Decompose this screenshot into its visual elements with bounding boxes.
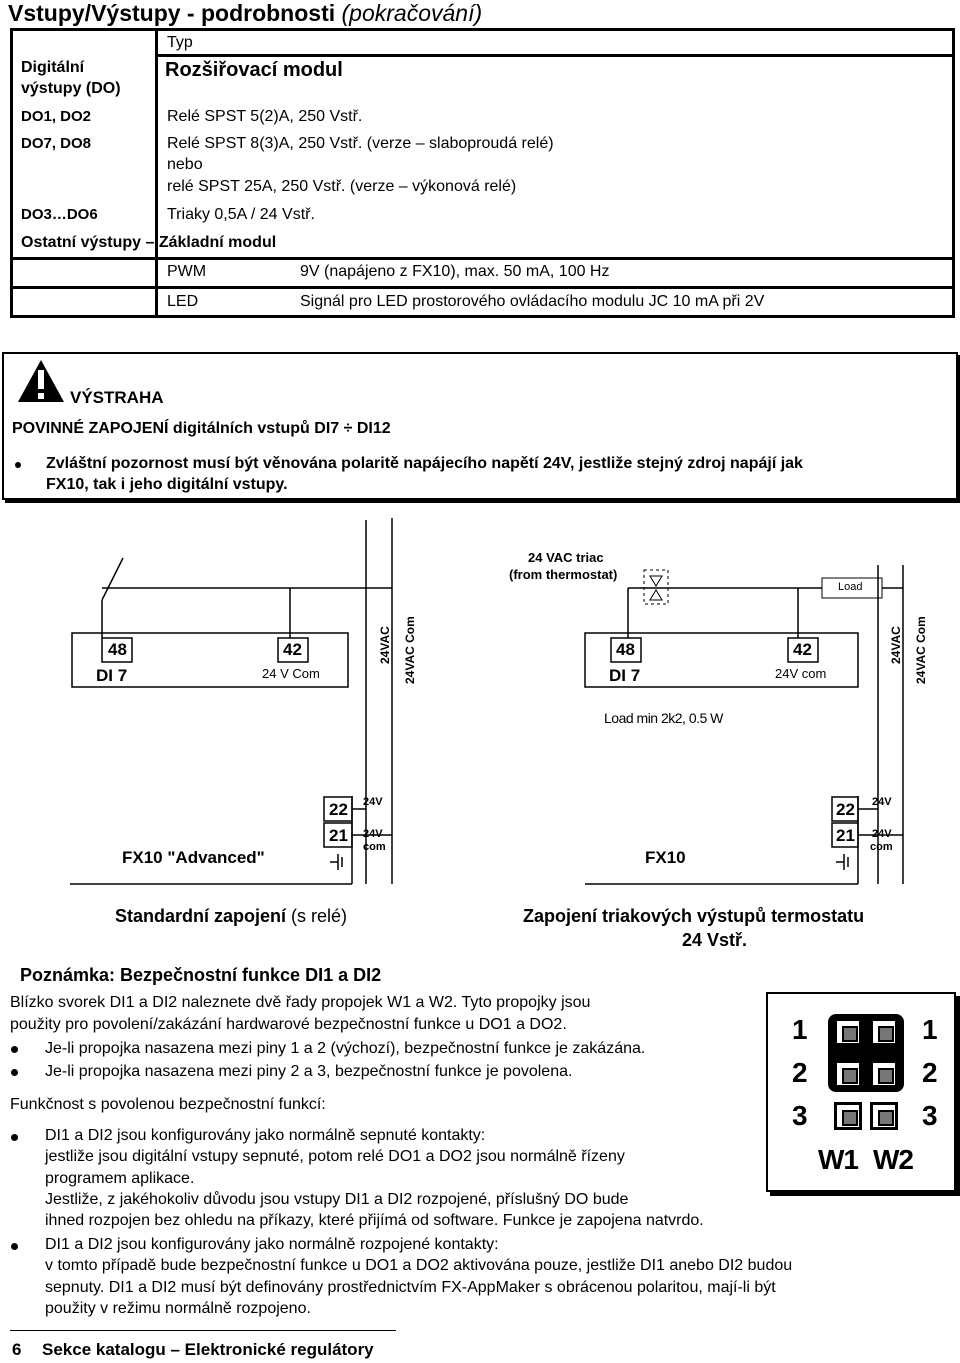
footer-rule [10,1330,396,1331]
jumper-pin [870,1102,898,1130]
triac-symbol [644,570,668,604]
spec-table [10,28,955,318]
wiring-lines [0,500,960,900]
pin-number: 3 [922,1100,938,1131]
terminal-label: 24 V Com [262,666,320,681]
terminal-label: com [363,841,386,853]
jumper-pin [834,1018,862,1046]
terminal-label: 24V [363,828,383,840]
load-min-label: Load min 2k2, 0.5 W [604,710,723,726]
fx10-label: FX10 "Advanced" [122,848,265,867]
pin-number: 3 [792,1100,808,1131]
triac-symbol [650,590,662,600]
warning-box [2,352,958,500]
load-label: Load [838,581,863,593]
warning-bullet-line: Zvláštní pozornost musí být věnována polaritě napájecího napětí 24V, jestliže stejný zdroj napájí jak [46,455,803,472]
terminal-label: 24V [363,796,383,808]
module-header: Rozšiřovací modul [165,59,343,81]
switch-contact [102,558,123,600]
note-text: Blízko svorek DI1 a DI2 naleznete dvě řady propojek W1 a W2. Tyto propojky jsou [10,994,591,1011]
supply-label: 24VAC Com [403,616,417,684]
note-text: použity v režimu normálně rozpojeno. [45,1300,311,1317]
wiring-diagram [0,500,960,900]
bullet [11,1134,18,1141]
do-label: výstupy (DO) [21,80,121,97]
jumper-pin [834,1102,862,1130]
footer-page-number: 6 [12,1340,22,1359]
footer-text: Sekce katalogu – Elektronické regulátory [42,1340,374,1359]
jumper-pin [834,1060,862,1088]
terminal-label: 48 [616,640,635,659]
note-text: jestliže jsou digitální vstupy sepnuté, potom relé DO1 a DO2 jsou normálně řízeny [45,1148,625,1165]
note-text: sepnuty. DI1 a DI2 musí být definovány prostřednictvím FX-AppMaker s obrácenou polaritou, mají-li být [45,1279,776,1296]
terminal-label: DI 7 [96,666,128,685]
row-value: Signál pro LED prostorového ovládacího modulu JC 10 mA při 2V [300,293,765,310]
note-heading: Poznámka: Bezpečnostní funkce DI1 a DI2 [20,965,382,985]
title-main: Vstupy/Výstupy - podrobnosti [8,0,336,26]
note-text: DI1 a DI2 jsou konfigurovány jako normálně sepnuté kontakty: [45,1127,486,1144]
jumper-pin [870,1018,898,1046]
triac-label: (from thermostat) [509,567,618,582]
supply-label: 24VAC Com [914,616,928,684]
supply-label: 24VAC [378,626,392,664]
caption-right-line2: 24 Vstř. [682,930,748,950]
note-text: Funkčnost s povolenou bezpečnostní funkcí: [10,1096,326,1113]
row-value: Relé SPST 5(2)A, 250 Vstř. [167,108,363,125]
note-text: programem aplikace. [45,1170,195,1187]
terminal-label: 22 [836,800,855,819]
terminal-label: 24V [872,828,892,840]
bullet [11,1069,18,1076]
other-header: Ostatní výstupy – Základní modul [21,234,277,251]
table-divider [13,257,952,260]
row-name: DO7, DO8 [21,135,92,152]
bullet [11,1046,18,1053]
page-title [8,0,482,27]
row-name: DO3…DO6 [21,206,98,223]
jumper-label: W1 [818,1144,858,1175]
row-value: nebo [167,156,203,173]
note-bullet: Je-li propojka nasazena mezi piny 2 a 3, bezpečnostní funkce je povolena. [45,1063,573,1080]
terminal-label: 24V com [775,666,827,681]
warning-line: POVINNÉ ZAPOJENÍ digitálních vstupů DI7 ÷ DI12 [12,420,391,437]
supply-label: 24VAC [889,626,903,664]
terminal-label: 22 [329,800,348,819]
terminal-label: 21 [836,826,855,845]
caption-right: Zapojení triakových výstupů termostatu [523,906,865,926]
row-value: relé SPST 25A, 250 Vstř. (verze – výkonová relé) [167,178,517,195]
row-value: Relé SPST 8(3)A, 250 Vstř. (verze – slaboproudá relé) [167,135,554,152]
terminal-label: 42 [793,640,812,659]
terminal-label: 21 [329,826,348,845]
terminal-label: DI 7 [609,666,641,685]
table-divider [155,54,952,57]
table-divider [155,31,158,315]
warning-heading: VÝSTRAHA [70,388,164,407]
row-value: 9V (napájeno z FX10), max. 50 mA, 100 Hz [300,263,610,280]
pin-number: 1 [792,1014,808,1045]
do-label: Digitální [21,59,85,76]
typ-header: Typ [167,34,193,51]
warning-bullet-line: FX10, tak i jeho digitální vstupy. [46,476,288,493]
bullet [11,1243,18,1250]
jumper-pin [870,1060,898,1088]
pin-number: 1 [922,1014,938,1045]
terminal-label: 42 [283,640,302,659]
row-value: Triaky 0,5A / 24 Vstř. [167,206,315,223]
terminal-label: com [870,841,893,853]
triac-label: 24 VAC triac [528,550,604,565]
note-text: DI1 a DI2 jsou konfigurovány jako normálně rozpojené kontakty: [45,1236,499,1253]
triac-symbol [650,576,662,586]
note-text: Jestliže, z jakéhokoliv důvodu jsou vstupy DI1 a DI2 rozpojené, příslušný DO bude [45,1191,629,1208]
row-name: DO1, DO2 [21,108,92,125]
jumper-diagram [766,992,956,1192]
warning-triangle-icon [16,358,66,404]
row-name: LED [167,293,199,310]
row-name: PWM [167,263,207,280]
caption-left-sub: (s relé) [291,906,348,926]
note-text: v tomto případě bude bezpečnostní funkce u DO1 a DO2 aktivována pouze, jestliže DI1 anebo DI2 budou [45,1257,793,1274]
terminal-label: 48 [108,640,127,659]
caption-left [115,906,347,927]
note-bullet: Je-li propojka nasazena mezi piny 1 a 2 (výchozí), bezpečnostní funkce je zakázána. [45,1040,646,1057]
bullet [15,462,21,468]
terminal-label: 24V [872,796,892,808]
pin-number: 2 [792,1057,808,1088]
pin-number: 2 [922,1057,938,1088]
caption-left-main: Standardní zapojení [115,906,287,926]
note-text: ihned rozpojen bez ohledu na příkazy, které přijímá od software. Funkce je zapojena natvrdo. [45,1212,704,1229]
title-sub: (pokračování) [341,0,483,26]
jumper-label: W2 [873,1144,913,1175]
note-text: použity pro povolení/zakázání hardwarové bezpečnostní funkce u DO1 a DO2. [10,1016,567,1033]
table-divider [13,286,952,289]
fx10-label: FX10 [645,848,686,867]
